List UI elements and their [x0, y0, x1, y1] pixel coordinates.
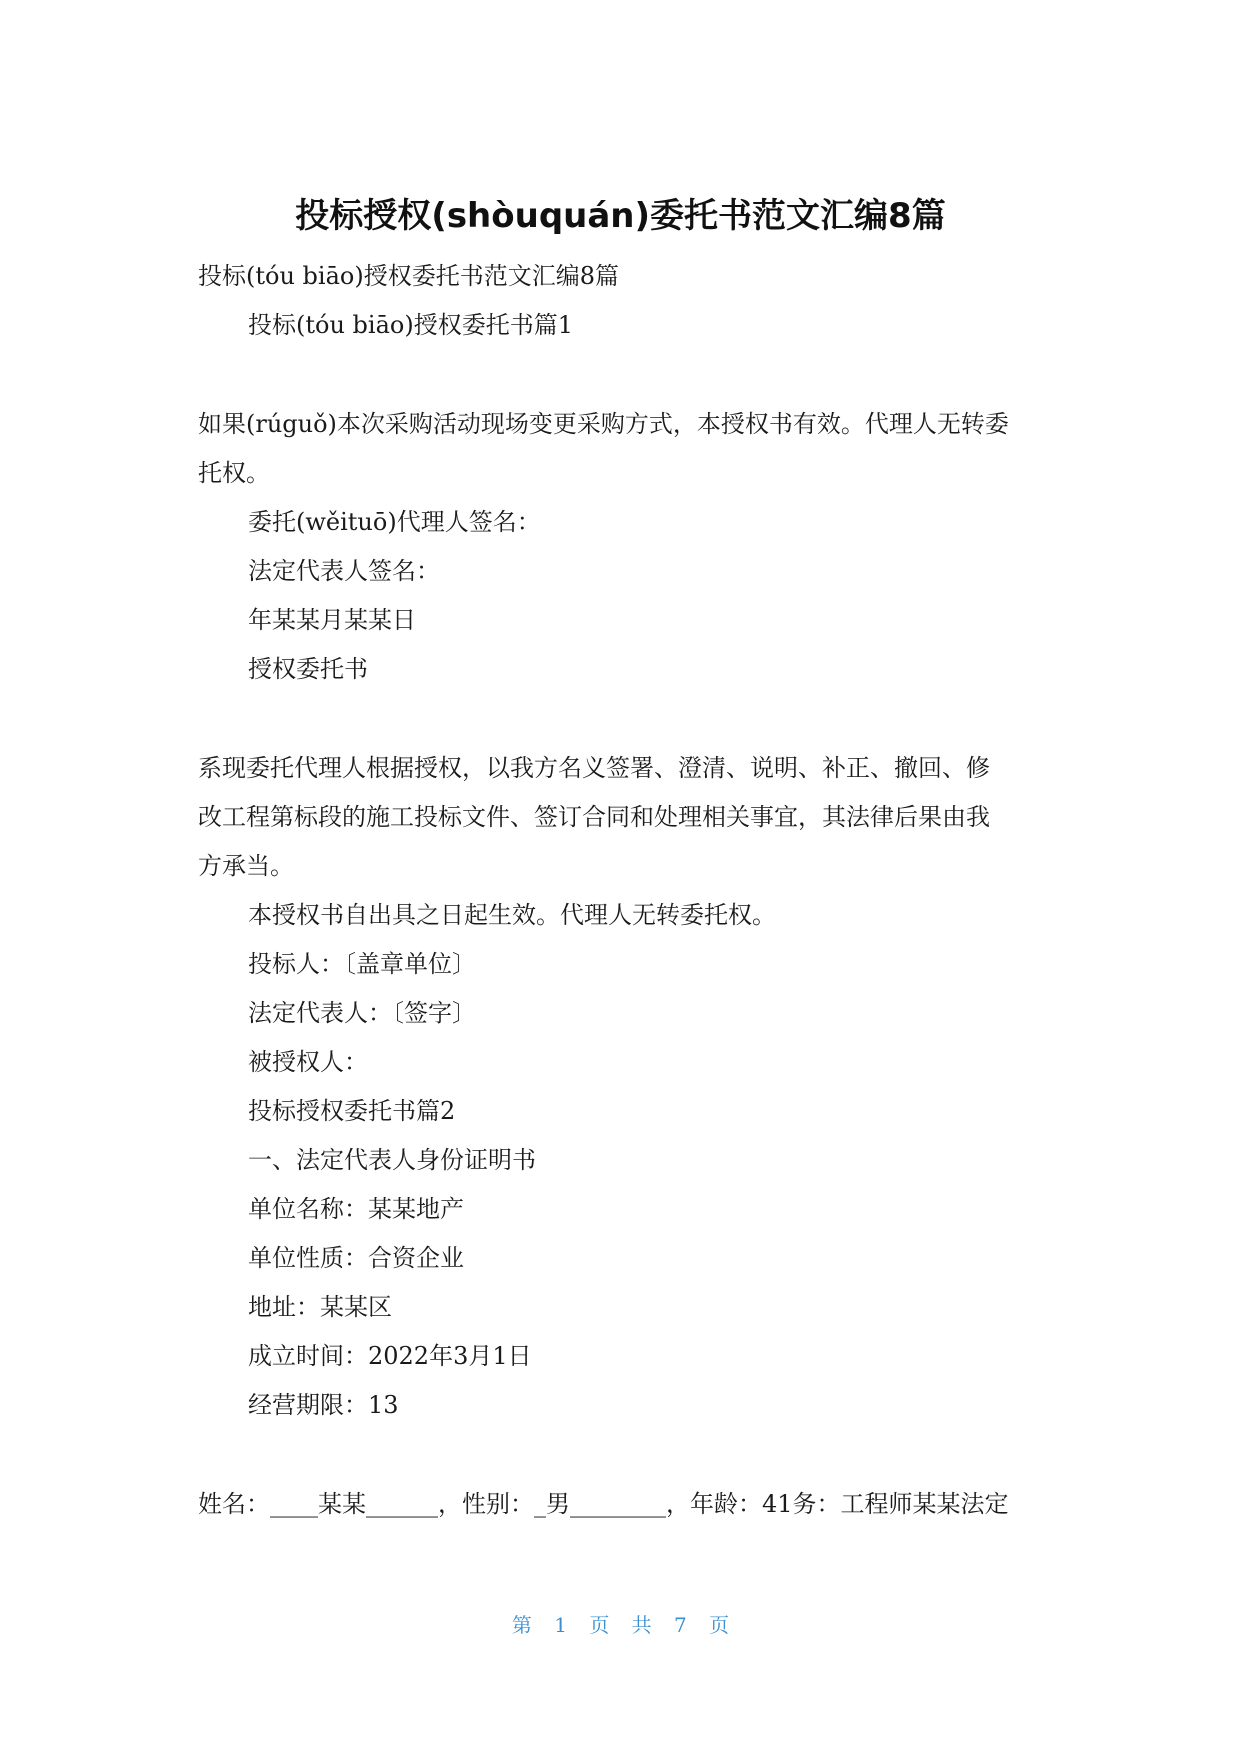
paragraph-line: 授权委托书 [248, 655, 368, 683]
paragraph-line: 托权。 [198, 459, 270, 487]
paragraph-line: 本授权书自出具之日起生效。代理人无转委托权。 [248, 901, 776, 929]
footer-page-number: 1 [554, 1613, 567, 1637]
paragraph-line: 姓名：____某某______，性别：_男________，年龄：41务：工程师某某法定 [198, 1490, 1009, 1518]
subtitle-line: 投标(tóu biāo)授权委托书范文汇编8篇 [198, 262, 619, 290]
document-title: 投标授权(shòuquán)委托书范文汇编8篇 [295, 196, 946, 236]
paragraph-line: 一、法定代表人身份证明书 [248, 1146, 536, 1174]
paragraph-line: 经营期限：13 [248, 1391, 399, 1419]
paragraph-line: 成立时间：2022年3月1日 [248, 1342, 532, 1370]
paragraph-line: 单位名称：某某地产 [248, 1195, 464, 1223]
paragraph-line: 委托(wěituō)代理人签名： [248, 508, 541, 536]
footer-total-word: 共 [631, 1613, 652, 1637]
paragraph-line: 改工程第标段的施工投标文件、签订合同和处理相关事宜，其法律后果由我 [198, 803, 990, 831]
paragraph-line: 系现委托代理人根据授权，以我方名义签署、澄清、说明、补正、撤回、修 [198, 754, 990, 782]
footer-total-suffix: 页 [709, 1613, 730, 1637]
footer-page-suffix: 页 [589, 1613, 610, 1637]
paragraph-line: 如果(rúguǒ)本次采购活动现场变更采购方式，本授权书有效。代理人无转委 [198, 410, 1009, 438]
section-heading-2: 投标授权委托书篇2 [248, 1097, 456, 1125]
paragraph-line: 单位性质：合资企业 [248, 1244, 464, 1272]
paragraph-line: 投标人：〔盖章单位〕 [248, 950, 476, 978]
section-heading-1: 投标(tóu biāo)授权委托书篇1 [248, 311, 573, 339]
paragraph-line: 年某某月某某日 [248, 606, 416, 634]
footer-page-word: 第 [511, 1613, 532, 1637]
paragraph-line: 被授权人： [248, 1048, 368, 1076]
paragraph-line: 法定代表人签名： [248, 557, 440, 585]
footer-total-pages: 7 [674, 1613, 687, 1637]
page-footer [0, 1612, 1241, 1638]
paragraph-line: 方承当。 [198, 852, 294, 880]
paragraph-line: 法定代表人：〔签字〕 [248, 999, 476, 1027]
paragraph-line: 地址：某某区 [248, 1293, 392, 1321]
